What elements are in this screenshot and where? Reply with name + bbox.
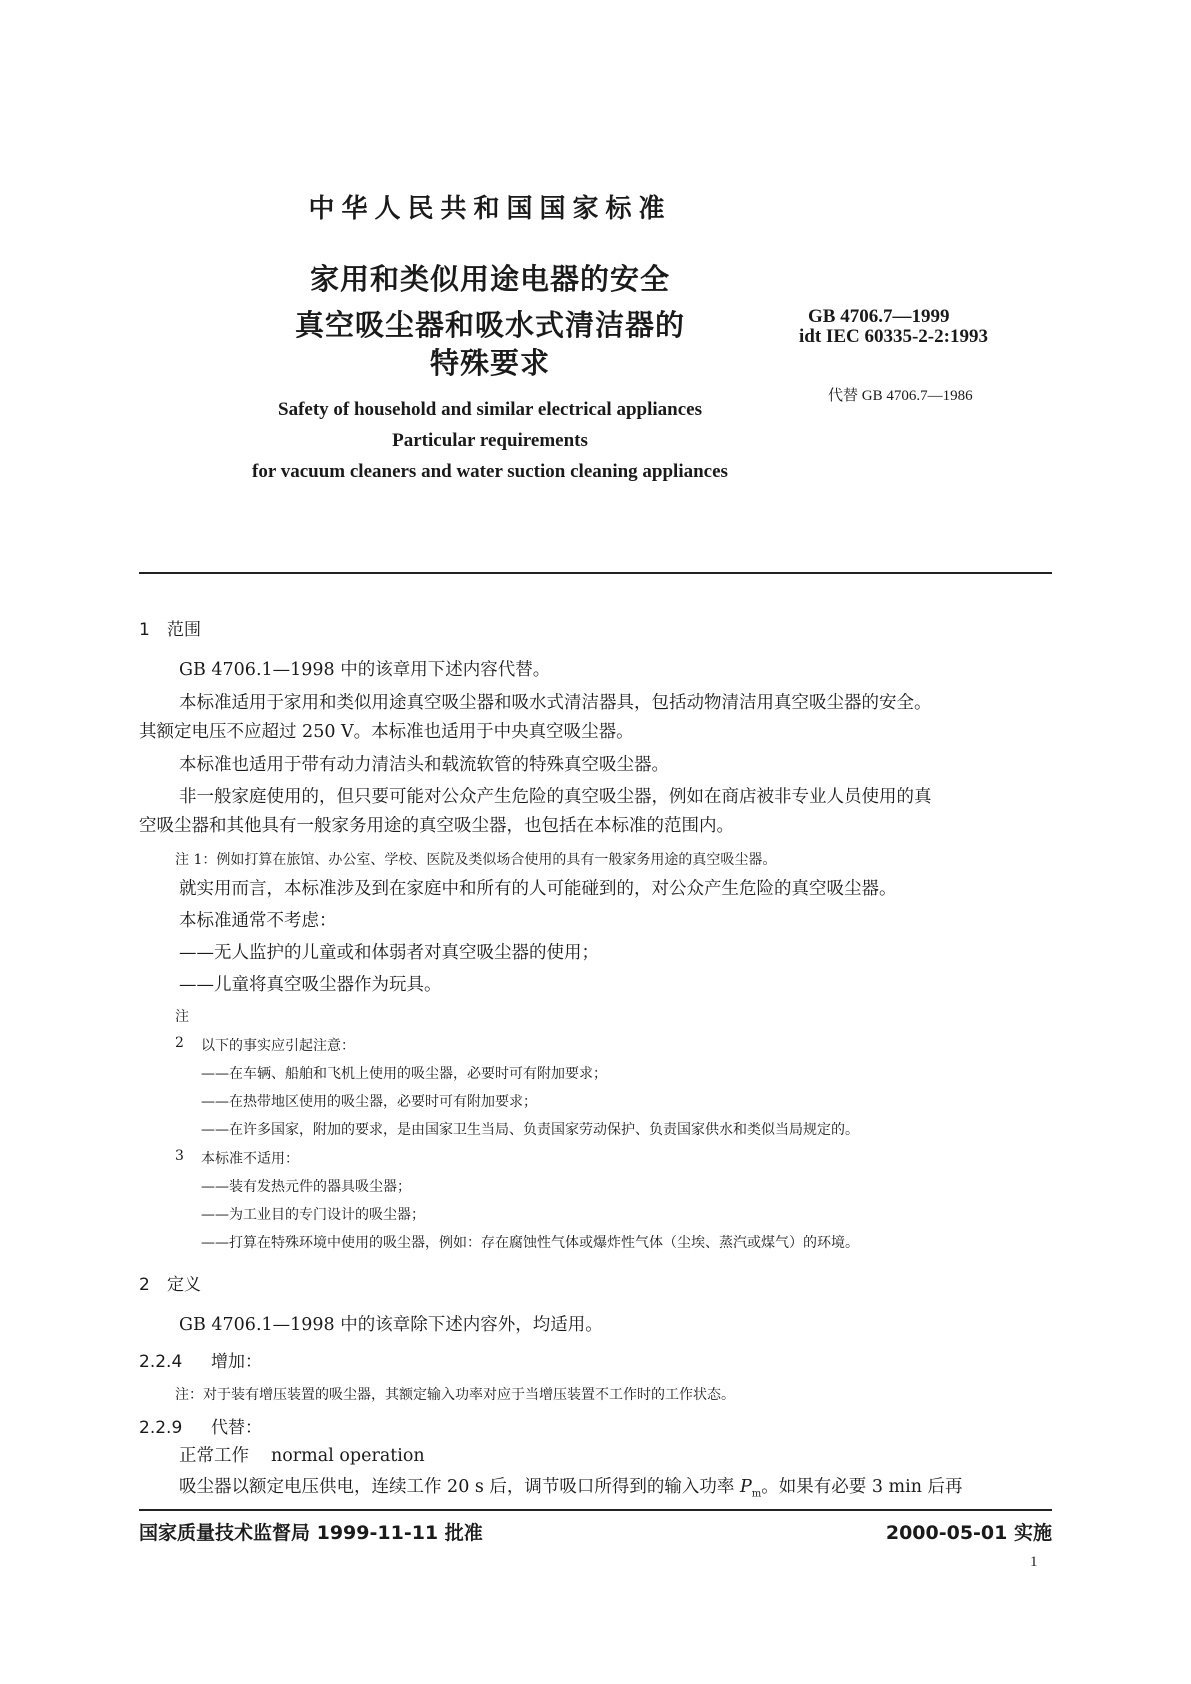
title-en-line-1: Safety of household and similar electrical appliances [278,399,702,420]
clause-2-2-9 [139,1413,262,1438]
s1-dash-item-1: ——无人监护的儿童或和体弱者对真空吸尘器的使用； [179,943,599,963]
term-line [179,1442,1049,1471]
power-subscript: m [751,1488,762,1500]
section-1-heading [139,615,201,640]
s1-note-3-text: 本标准不适用： [201,1151,299,1167]
s1-note-2-item-1: ——在车辆、船舶和飞机上使用的吸尘器，必要时可有附加要求； [201,1066,607,1082]
s2-last-line-b: 。如果有必要 3 min 后再 [761,1477,963,1497]
s1-note-1: 注 1：例如打算在旅馆、办公室、学校、医院及类似场合使用的具有一般家务用途的真空吸尘器。 [175,852,777,868]
s1-note-3-item-1: ——装有发热元件的器具吸尘器； [201,1179,411,1195]
clause-2-2-4-note: 注：对于装有增压装置的吸尘器，其额定输入功率对应于当增压装置不工作时的工作状态。 [175,1387,735,1403]
replaces-standard: 代替 GB 4706.7—1986 [828,388,973,404]
section-2-title: 定义 [167,1275,201,1295]
clause-2-2-9-number: 2.2.9 [139,1418,183,1438]
idt-reference: idt IEC 60335-2-2:1993 [799,326,988,347]
s1-notes-label: 注 [175,1009,189,1025]
clause-2-2-4-number: 2.2.4 [139,1352,183,1372]
s1-note-3-item-3: ——打算在特殊环境中使用的吸尘器，例如：存在腐蚀性气体或爆炸性气体（尘埃、蒸汽或煤气）的环境。 [201,1235,859,1251]
section-2-number: 2 [139,1275,150,1295]
title-cn-line-2: 真空吸尘器和吸水式清洁器的 [294,308,685,342]
s1-paragraph-2b: 其额定电压不应超过 250 V。本标准也适用于中央真空吸尘器。 [139,722,634,742]
standard-number: GB 4706.7—1999 [808,306,950,327]
title-cn-line-3: 特殊要求 [429,346,550,380]
approval-statement: 国家质量技术监督局 1999-11-11 批准 [139,1522,483,1544]
s1-paragraph-3: 本标准也适用于带有动力清洁头和载流软管的特殊真空吸尘器。 [179,755,669,775]
s1-note-2-text: 以下的事实应引起注意： [201,1038,355,1054]
section-1-title: 范围 [167,620,201,640]
s1-note-2-item-3: ——在许多国家，附加的要求，是由国家卫生当局、负责国家劳动保护、负责国家供水和类似当局规定的。 [201,1122,859,1138]
standard-type-heading: 中华人民共和国国家标准 [308,194,672,224]
header-divider [139,572,1052,574]
s1-paragraph-5: 就实用而言，本标准涉及到在家庭中和所有的人可能碰到的，对公众产生危险的真空吸尘器。 [179,879,897,899]
s1-paragraph-2a: 本标准适用于家用和类似用途真空吸尘器和吸水式清洁器具，包括动物清洁用真空吸尘器的安全。 [179,693,932,713]
s2-last-line [139,1473,1052,1509]
title-en-line-2: Particular requirements [392,430,588,451]
title-en-line-3: for vacuum cleaners and water suction cleaning appliances [252,461,728,482]
term-cn: 正常工作 [179,1446,249,1466]
s1-dash-item-2: ——儿童将真空吸尘器作为玩具。 [179,975,442,995]
section-2-heading [139,1270,201,1295]
s1-paragraph-4b: 空吸尘器和其他具有一般家务用途的真空吸尘器，也包括在本标准的范围内。 [139,816,734,836]
s1-paragraph-1: GB 4706.1—1998 中的该章用下述内容代替。 [179,660,551,680]
s1-note-2-number: 2 [175,1035,184,1051]
implementation-date: 2000-05-01 实施 [885,1522,1052,1544]
term-en: normal operation [271,1446,425,1466]
clause-2-2-4 [139,1347,262,1372]
s1-paragraph-6: 本标准通常不考虑： [179,911,337,931]
footer-divider [139,1509,1052,1511]
title-cn-line-1: 家用和类似用途电器的安全 [309,262,670,296]
s1-paragraph-4a: 非一般家庭使用的，但只要可能对公众产生危险的真空吸尘器，例如在商店被非专业人员使用的真 [179,787,932,807]
s2-paragraph-1: GB 4706.1—1998 中的该章除下述内容外，均适用。 [179,1315,603,1335]
power-symbol: P [740,1477,752,1497]
s1-note-2-item-2: ——在热带地区使用的吸尘器，必要时可有附加要求； [201,1094,537,1110]
clause-2-2-4-label: 增加： [211,1352,262,1372]
s1-note-3-number: 3 [175,1148,184,1164]
clause-2-2-9-label: 代替： [211,1418,262,1438]
s2-last-line-a: 吸尘器以额定电压供电，连续工作 20 s 后，调节吸口所得到的输入功率 [179,1477,740,1497]
section-1-number: 1 [139,620,150,640]
s1-note-3-item-2: ——为工业目的专门设计的吸尘器； [201,1207,425,1223]
page-number: 1 [1030,1554,1038,1570]
